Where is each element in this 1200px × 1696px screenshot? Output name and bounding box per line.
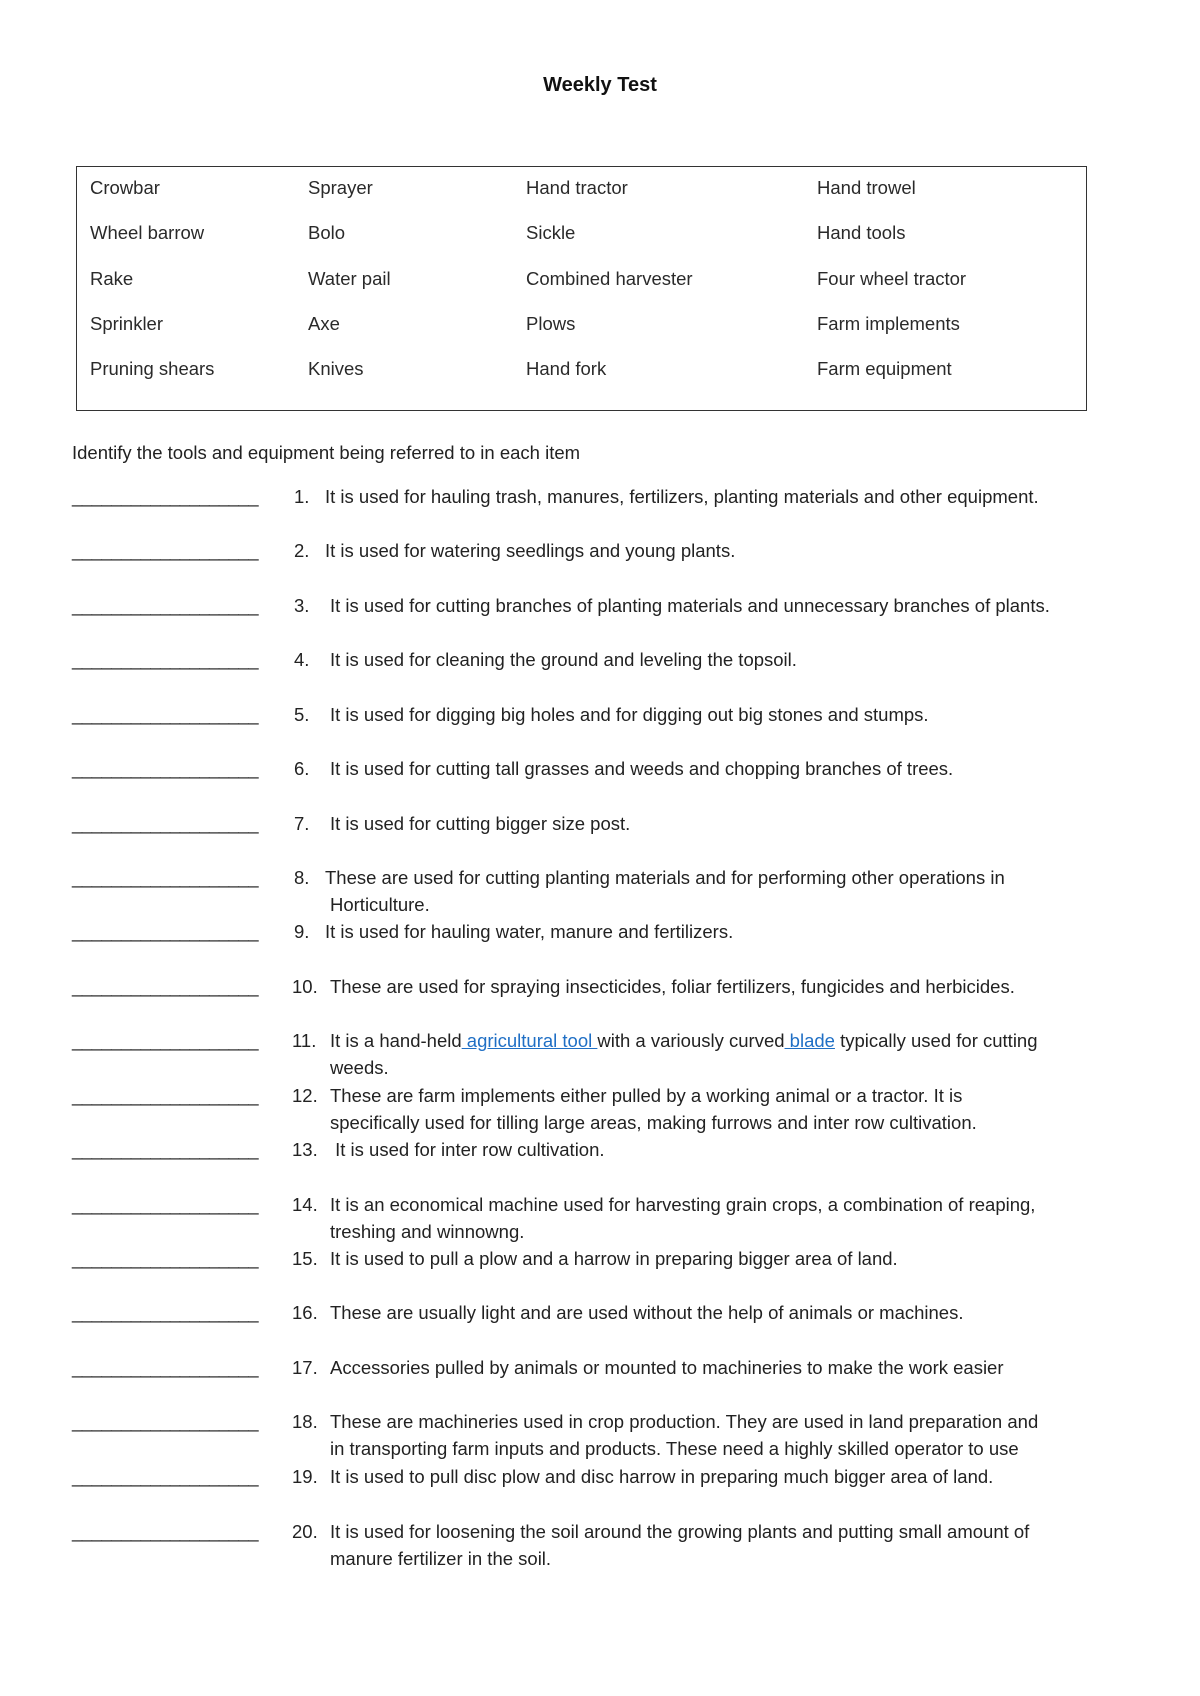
answer-blank[interactable]: ___________________ [72, 1411, 258, 1432]
question-text: It is used for cutting tall grasses and weeds and chopping branches of trees. [330, 758, 954, 779]
question-text-continued: Horticulture. [330, 894, 430, 915]
question-text: It is used for loosening the soil around the growing plants and putting small amount of [330, 1521, 1030, 1542]
word-bank-item: Axe [308, 313, 340, 334]
answer-blank[interactable]: ___________________ [72, 649, 258, 670]
word-bank-item: Farm equipment [817, 358, 952, 379]
question-text: These are machineries used in crop production. They are used in land preparation and [330, 1411, 1039, 1432]
question-number: 3. [294, 595, 310, 616]
page-title: Weekly Test [543, 74, 657, 96]
question-number: 12. [292, 1085, 318, 1106]
question-text: These are used for spraying insecticides, foliar fertilizers, fungicides and herbicides. [330, 976, 1015, 997]
question-number: 11. [292, 1030, 317, 1051]
question-number: 14. [292, 1194, 318, 1215]
word-bank-item: Water pail [308, 268, 391, 289]
word-bank-item: Bolo [308, 222, 346, 243]
question-text: It is used for inter row cultivation. [330, 1139, 605, 1160]
answer-blank[interactable]: ___________________ [72, 1030, 258, 1051]
question-item [72, 540, 1142, 567]
answer-blank[interactable]: ___________________ [72, 1139, 258, 1160]
word-bank-item: Sprayer [308, 177, 373, 198]
question-item [72, 813, 1142, 840]
question-text: It is an economical machine used for harvesting grain crops, a combination of reaping, [330, 1194, 1036, 1215]
question-item [72, 1030, 1142, 1084]
blade-link[interactable]: blade [784, 1030, 835, 1051]
question-text: It is used for cleaning the ground and leveling the topsoil. [330, 649, 797, 670]
question-item [72, 1248, 1142, 1275]
question-text-continued: treshing and winnowng. [330, 1221, 525, 1242]
question-item [72, 649, 1142, 676]
question-text-part: It is a hand-held [330, 1030, 462, 1051]
question-text-part: with a variously curved [597, 1030, 785, 1051]
answer-blank[interactable]: ___________________ [72, 976, 258, 997]
question-item [72, 867, 1142, 921]
question-number: 18. [292, 1411, 318, 1432]
answer-blank[interactable]: ___________________ [72, 1302, 258, 1323]
word-bank-item: Sprinkler [90, 313, 163, 334]
question-text: It is used to pull a plow and a harrow in preparing bigger area of land. [330, 1248, 898, 1269]
question-text-continued: manure fertilizer in the soil. [330, 1548, 552, 1569]
question-text-continued: weeds. [330, 1057, 389, 1078]
question-number: 13. [292, 1139, 318, 1160]
answer-blank[interactable]: ___________________ [72, 704, 258, 725]
question-item [72, 921, 1142, 948]
word-bank-item: Sickle [526, 222, 576, 243]
question-text-continued: specifically used for tilling large areas, making furrows and inter row cultivation. [330, 1112, 977, 1133]
question-number: 6. [294, 758, 310, 779]
word-bank-item: Crowbar [90, 177, 160, 198]
question-text: Accessories pulled by animals or mounted to machineries to make the work easier [330, 1357, 1004, 1378]
question-text: It is used to pull disc plow and disc harrow in preparing much bigger area of land. [330, 1466, 994, 1487]
question-number: 1. [294, 486, 310, 507]
answer-blank[interactable]: ___________________ [72, 1357, 258, 1378]
question-text: It is used for hauling trash, manures, fertilizers, planting materials and other equipment. [325, 486, 1039, 507]
question-item [72, 1466, 1142, 1493]
word-bank-item: Wheel barrow [90, 222, 205, 243]
question-item [72, 1357, 1142, 1384]
question-text: It is used for hauling water, manure and fertilizers. [325, 921, 734, 942]
instructions: Identify the tools and equipment being referred to in each item [72, 442, 581, 463]
question-text: It is used for cutting branches of planting materials and unnecessary branches of plants. [330, 595, 1050, 616]
word-bank-item: Hand tractor [526, 177, 628, 198]
question-text: These are usually light and are used without the help of animals or machines. [330, 1302, 964, 1323]
answer-blank[interactable]: ___________________ [72, 1194, 258, 1215]
word-bank-item: Combined harvester [526, 268, 693, 289]
word-bank-box [76, 166, 1087, 411]
question-number: 19. [292, 1466, 318, 1487]
word-bank-item: Hand trowel [817, 177, 916, 198]
question-item [72, 1194, 1142, 1248]
question-text: It is used for digging big holes and for digging out big stones and stumps. [330, 704, 929, 725]
agricultural-tool-link[interactable]: agricultural tool [461, 1030, 598, 1051]
question-item [72, 1302, 1142, 1329]
question-text-part: typically used for cutting [834, 1030, 1038, 1051]
answer-blank[interactable]: ___________________ [72, 758, 258, 779]
question-text: It is used for watering seedlings and young plants. [325, 540, 736, 561]
question-text: It is used for cutting bigger size post. [330, 813, 631, 834]
question-number: 7. [294, 813, 310, 834]
answer-blank[interactable]: ___________________ [72, 595, 258, 616]
question-number: 15. [292, 1248, 318, 1269]
question-number: 4. [294, 649, 310, 670]
question-item [72, 758, 1142, 785]
question-item [72, 1139, 1142, 1166]
answer-blank[interactable]: ___________________ [72, 867, 258, 888]
word-bank-item: Pruning shears [90, 358, 215, 379]
question-item [72, 1521, 1142, 1575]
word-bank-item: Knives [308, 358, 364, 379]
question-item [72, 1411, 1142, 1465]
answer-blank[interactable]: ___________________ [72, 1466, 258, 1487]
question-number: 5. [294, 704, 310, 725]
answer-blank[interactable]: ___________________ [72, 486, 258, 507]
question-item [72, 486, 1142, 513]
answer-blank[interactable]: ___________________ [72, 813, 258, 834]
word-bank-item: Hand fork [526, 358, 607, 379]
answer-blank[interactable]: ___________________ [72, 1085, 258, 1106]
question-item [72, 1085, 1142, 1139]
question-number: 16. [292, 1302, 318, 1323]
question-text: These are farm implements either pulled by a working animal or a tractor. It is [330, 1085, 963, 1106]
question-number: 9. [294, 921, 310, 942]
answer-blank[interactable]: ___________________ [72, 1521, 258, 1542]
answer-blank[interactable]: ___________________ [72, 1248, 258, 1269]
answer-blank[interactable]: ___________________ [72, 921, 258, 942]
question-number: 2. [294, 540, 310, 561]
question-item [72, 976, 1142, 1003]
question-text [330, 1030, 1038, 1052]
word-bank-item: Hand tools [817, 222, 906, 243]
question-number: 20. [292, 1521, 318, 1542]
question-text: These are used for cutting planting materials and for performing other operations in [325, 867, 1005, 888]
question-number: 8. [294, 867, 310, 888]
question-item [72, 595, 1142, 622]
question-number: 10. [292, 976, 318, 997]
question-item [72, 704, 1142, 731]
answer-blank[interactable]: ___________________ [72, 540, 258, 561]
question-text-continued: in transporting farm inputs and products. These need a highly skilled operator to use [330, 1438, 1019, 1459]
word-bank-item: Plows [526, 313, 576, 334]
question-number: 17. [292, 1357, 318, 1378]
word-bank-item: Rake [90, 268, 134, 289]
word-bank-item: Farm implements [817, 313, 960, 334]
word-bank-item: Four wheel tractor [817, 268, 967, 289]
